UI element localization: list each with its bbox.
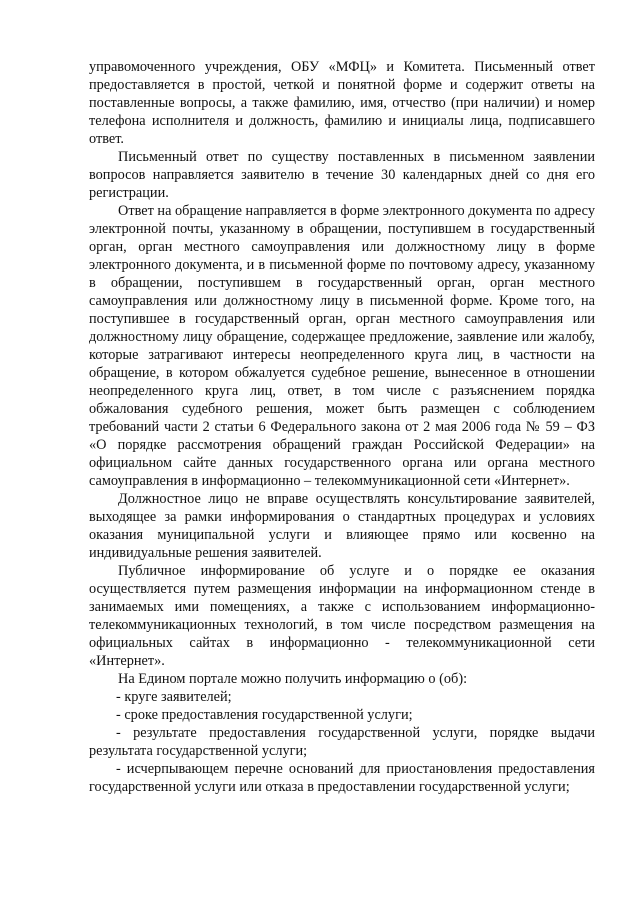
paragraph-unified-portal: На Едином портале можно получить информацию о (об):	[118, 671, 468, 687]
document-body	[89, 58, 595, 796]
paragraph-response-content: управомоченного учреждения, ОБУ «МФЦ» и Комитета. Письменный ответ предоставляется в простой, четкой и понятной форме и содержит ответы на поставленные вопросы, а также фамилию, имя, отчество (при наличии) и номер телефона исполнителя и должность, фамилию и инициалы лица, подписавшего ответ.	[89, 59, 595, 147]
list-item: - круге заявителей;	[116, 689, 232, 705]
paragraph-response-delivery: Ответ на обращение направляется в форме электронного документа по адресу электронной почты, указанному в обращении, поступившем в государственный орган, орган местного самоуправления или должностному лицу в форме электронного документа, и в письменной форме по почтовому адресу, указанному в обращении, поступившем в государственный орган, орган местного самоуправления или должностному лицу в письменной форме. Кроме того, на поступившее в государственный орган, орган местного самоуправления или должностному лицу обращение, содержащее предложение, заявление или жалобу, которые затрагивают интересы неопределенного круга лиц, в частности на обращение, в котором обжалуется судебное решение, вынесенное в отношении неопределенного круга лиц, ответ, в том числе с разъяснением порядка обжалования судебного решения, может быть размещен с соблюдением требований части 2 статьи 6 Федерального закона от 2 мая 2006 года № 59 – ФЗ «О порядке рассмотрения обращений граждан Российской Федерации» на официальном сайте данных государственного органа или органа местного самоуправления в информационно – телекоммуникационной сети «Интернет».	[89, 203, 595, 489]
paragraph-response-deadline: Письменный ответ по существу поставленных в письменном заявлении вопросов направляется заявителю в течение 30 календарных дней со дня его регистрации.	[89, 149, 595, 201]
paragraph-public-information: Публичное информирование об услуге и о порядке ее оказания осуществляется путем размещения информации на информационном стенде в занимаемых ими помещениях, а также с использованием информационно-телекоммуникационных технологий, в том числе посредством размещения на официальных сайтах в информационно - телекоммуникационной сети «Интернет».	[89, 563, 595, 669]
list-item: - сроке предоставления государственной услуги;	[116, 707, 413, 723]
paragraph-consultation-limits: Должностное лицо не вправе осуществлять консультирование заявителей, выходящее за рамки информирования о стандартных процедурах и условиях оказания муниципальной услуги и влияющее прямо или косвенно на индивидуальные решения заявителей.	[89, 491, 595, 561]
list-item: - исчерпывающем перечне оснований для приостановления предоставления государственной услуги или отказа в предоставлении государственной услуги;	[89, 761, 595, 795]
list-item: - результате предоставления государственной услуги, порядке выдачи результата государственной услуги;	[89, 725, 595, 759]
